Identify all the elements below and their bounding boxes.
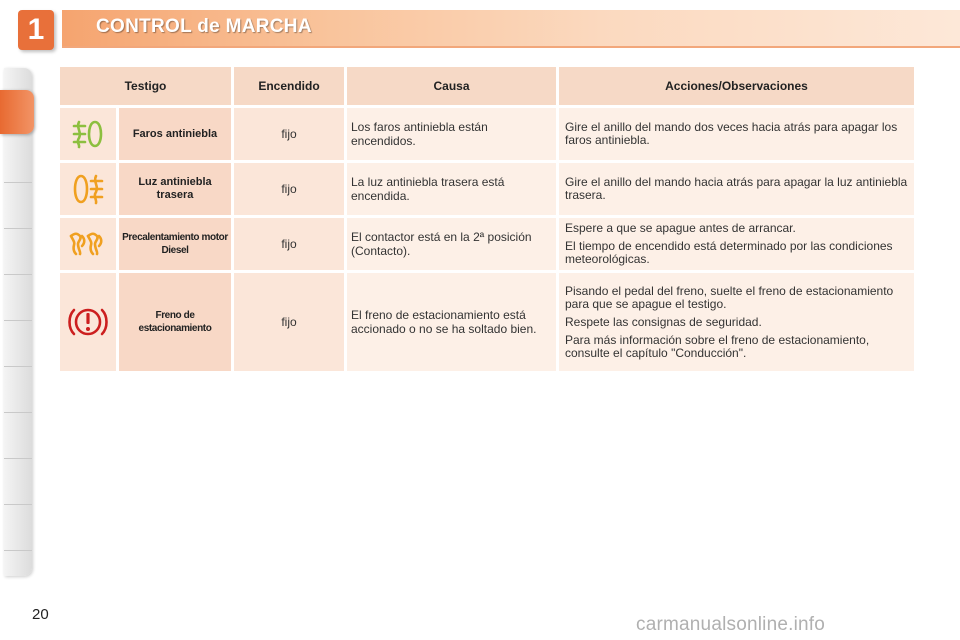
row-actions bbox=[559, 163, 914, 215]
row-cause: Los faros antiniebla están encendidos. bbox=[347, 108, 556, 160]
tab-chapter-9[interactable] bbox=[4, 460, 32, 505]
page-header bbox=[0, 0, 960, 62]
row-cause: La luz antiniebla trasera está encendida. bbox=[347, 163, 556, 215]
row-name: Luz antiniebla trasera bbox=[119, 163, 231, 215]
action-text: Respete las consignas de seguridad. bbox=[565, 314, 762, 329]
row-actions bbox=[559, 273, 914, 371]
row-state: fijo bbox=[234, 108, 344, 160]
table-row bbox=[60, 218, 914, 270]
parking-brake-icon bbox=[60, 273, 116, 371]
action-text: Para más información sobre el freno de estacionamiento, consulte el capítulo "Conducción". bbox=[565, 332, 870, 360]
row-actions bbox=[559, 108, 914, 160]
row-cause: El freno de estacionamiento está accionado o no se ha soltado bien. bbox=[347, 273, 556, 371]
row-name: Freno de estacionamiento bbox=[119, 273, 231, 371]
table-row bbox=[60, 273, 914, 371]
chapter-tabs bbox=[0, 68, 36, 576]
row-name: Faros antiniebla bbox=[119, 108, 231, 160]
row-cause: El contactor está en la 2ª posición (Contacto). bbox=[347, 218, 556, 270]
page-title: CONTROL de MARCHA bbox=[96, 16, 312, 37]
action-text: El tiempo de encendido está determinado por las condiciones meteorológicas. bbox=[565, 239, 893, 266]
header-causa: Causa bbox=[347, 67, 556, 105]
tab-chapter-4[interactable] bbox=[4, 230, 32, 275]
tab-chapter-2[interactable] bbox=[4, 138, 32, 183]
tab-chapter-6[interactable] bbox=[4, 322, 32, 367]
row-state: fijo bbox=[234, 218, 344, 270]
warning-lights-table bbox=[57, 64, 917, 374]
row-name: Precalentamiento motor Diesel bbox=[119, 218, 231, 270]
row-state: fijo bbox=[234, 163, 344, 215]
tab-chapter-10[interactable] bbox=[4, 506, 32, 551]
action-text: Espere a que se apague antes de arrancar. bbox=[565, 221, 796, 235]
chapter-badge: 1 bbox=[18, 10, 54, 50]
glow-plug-icon bbox=[60, 218, 116, 270]
table-row bbox=[60, 163, 914, 215]
tab-chapter-8[interactable] bbox=[4, 414, 32, 459]
header-encendido: Encendido bbox=[234, 67, 344, 105]
row-state: fijo bbox=[234, 273, 344, 371]
tab-chapter-3[interactable] bbox=[4, 184, 32, 229]
header-acciones: Acciones/Observaciones bbox=[559, 67, 914, 105]
header-testigo: Testigo bbox=[60, 67, 231, 105]
table-header-row bbox=[60, 67, 914, 105]
watermark: carmanualsonline.info bbox=[636, 614, 826, 635]
front-fog-lamp-icon bbox=[60, 108, 116, 160]
tab-chapter-1[interactable] bbox=[0, 90, 34, 134]
rear-fog-lamp-icon bbox=[60, 163, 116, 215]
action-text: Pisando el pedal del freno, suelte el freno de estacionamiento para que se apague el testigo. bbox=[565, 283, 894, 311]
page-number: 20 bbox=[32, 606, 49, 623]
header-divider bbox=[62, 46, 960, 48]
table-row bbox=[60, 108, 914, 160]
action-text: Gire el anillo del mando hacia atrás para apagar la luz antiniebla trasera. bbox=[565, 175, 908, 202]
tab-chapter-5[interactable] bbox=[4, 276, 32, 321]
action-text: Gire el anillo del mando dos veces hacia atrás para apagar los faros antiniebla. bbox=[565, 120, 898, 147]
tab-chapter-7[interactable] bbox=[4, 368, 32, 413]
row-actions bbox=[559, 218, 914, 270]
